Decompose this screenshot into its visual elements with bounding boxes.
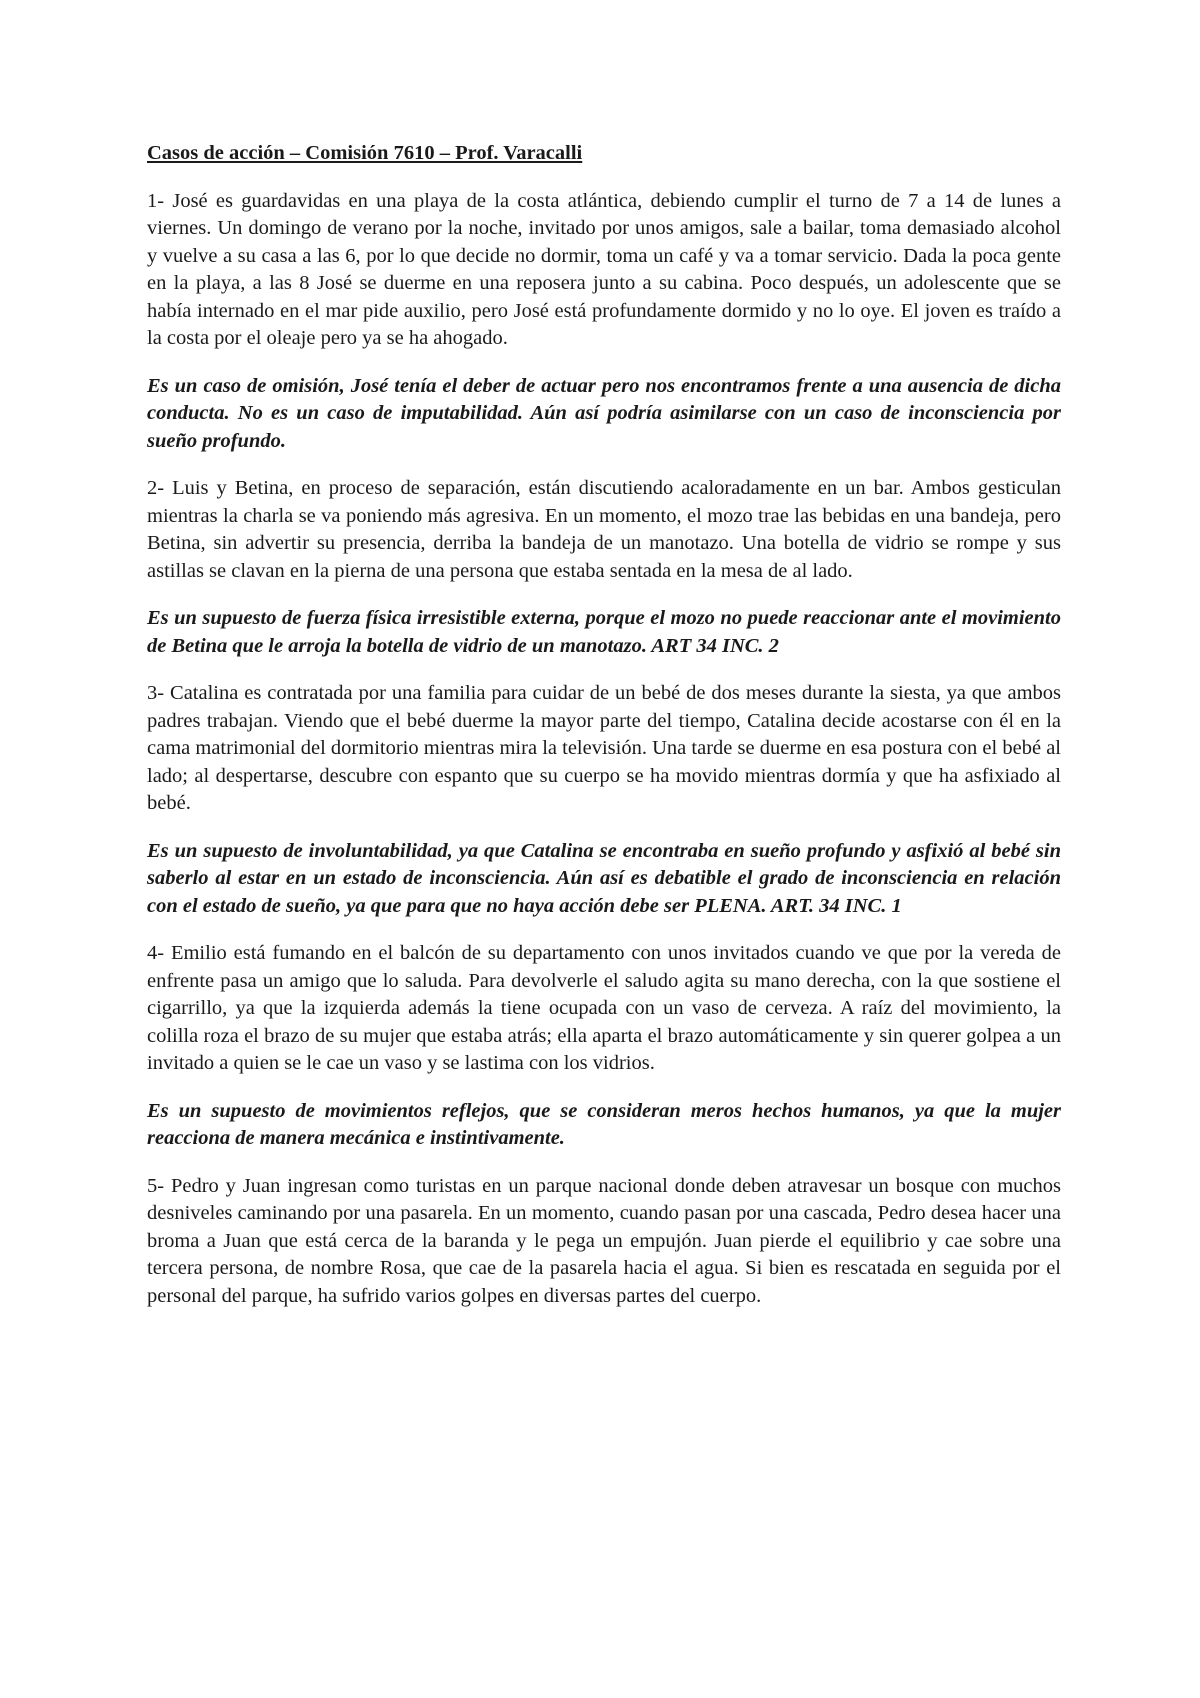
case-3-answer: Es un supuesto de involuntabilidad, ya que Catalina se encontraba en sueño profundo y asfixió al bebé sin saberlo al estar en un estado de inconsciencia. Aún así es debatible el grado de inconsciencia en relación con el estado de sueño, ya que para que no haya acción debe ser PLENA. ART. 34 INC. 1 xyxy=(147,839,1061,917)
case-1-text: 1- José es guardavidas en una playa de la costa atlántica, debiendo cumplir el turno de 7 a 14 de lunes a viernes. Un domingo de verano por la noche, invitado por unos amigos, sale a bailar, toma demasiado alcohol y vuelve a su casa a las 6, por lo que decide no dormir, toma un café y va a tomar servicio. Dada la poca gente en la playa, a las 8 José se duerme en una reposera junto a su cabina. Poco después, un adolescente que se había internado en el mar pide auxilio, pero José está profundamente dormido y no lo oye. El joven es traído a la costa por el oleaje pero ya se ha ahogado. xyxy=(147,189,1061,349)
case-3-text: 3- Catalina es contratada por una familia para cuidar de un bebé de dos meses durante la siesta, ya que ambos padres trabajan. Viendo que el bebé duerme la mayor parte del tiempo, Catalina decide acostarse con él en la cama matrimonial del dormitorio mientras mira la televisión. Una tarde se duerme en esa postura con el bebé al lado; al despertarse, descubre con espanto que su cuerpo se ha movido mientras dormía y que ha asfixiado al bebé. xyxy=(147,682,1061,814)
case-2-text: 2- Luis y Betina, en proceso de separación, están discutiendo acaloradamente en un bar. Ambos gesticulan mientras la charla se va poniendo más agresiva. En un momento, el mozo trae las bebidas en una bandeja, pero Betina, sin advertir su presencia, derriba la bandeja de un manotazo. Una botella de vidrio se rompe y sus astillas se clavan en la pierna de una persona que estaba sentada en la mesa de al lado. xyxy=(147,477,1061,582)
case-5-text: 5- Pedro y Juan ingresan como turistas en un parque nacional donde deben atravesar un bosque con muchos desniveles caminando por una pasarela. En un momento, cuando pasan por una cascada, Pedro desea hacer una broma a Juan que está cerca de la baranda y le pega un empujón. Juan pierde el equilibrio y cae sobre una tercera persona, de nombre Rosa, que cae de la pasarela hacia el agua. Si bien es rescatada en seguida por el personal del parque, ha sufrido varios golpes en diversas partes del cuerpo. xyxy=(147,1174,1061,1307)
document-title: Casos de acción – Comisión 7610 – Prof. Varacalli xyxy=(147,142,583,164)
case-4-text: 4- Emilio está fumando en el balcón de su departamento con unos invitados cuando ve que por la vereda de enfrente pasa un amigo que lo saluda. Para devolverle el saludo agita su mano derecha, con la que sostiene el cigarrillo, ya que la izquierda además la tiene ocupada con un vaso de cerveza. A raíz del movimiento, la colilla roza el brazo de su mujer que estaba atrás; ella aparta el brazo automáticamente y sin querer golpea a un invitado a quien se le cae un vaso y se lastima con los vidrios. xyxy=(147,942,1061,1074)
document-page xyxy=(147,140,1061,1330)
case-4-answer: Es un supuesto de movimientos reflejos, que se consideran meros hechos humanos, ya que la mujer reacciona de manera mecánica e instintivamente. xyxy=(147,1099,1061,1149)
case-1-answer: Es un caso de omisión, José tenía el deber de actuar pero nos encontramos frente a una ausencia de dicha conducta. No es un caso de imputabilidad. Aún así podría asimilarse con un caso de inconsciencia por sueño profundo. xyxy=(147,374,1061,452)
case-2-answer: Es un supuesto de fuerza física irresistible externa, porque el mozo no puede reaccionar ante el movimiento de Betina que le arroja la botella de vidrio de un manotazo. ART 34 INC. 2 xyxy=(147,607,1061,657)
